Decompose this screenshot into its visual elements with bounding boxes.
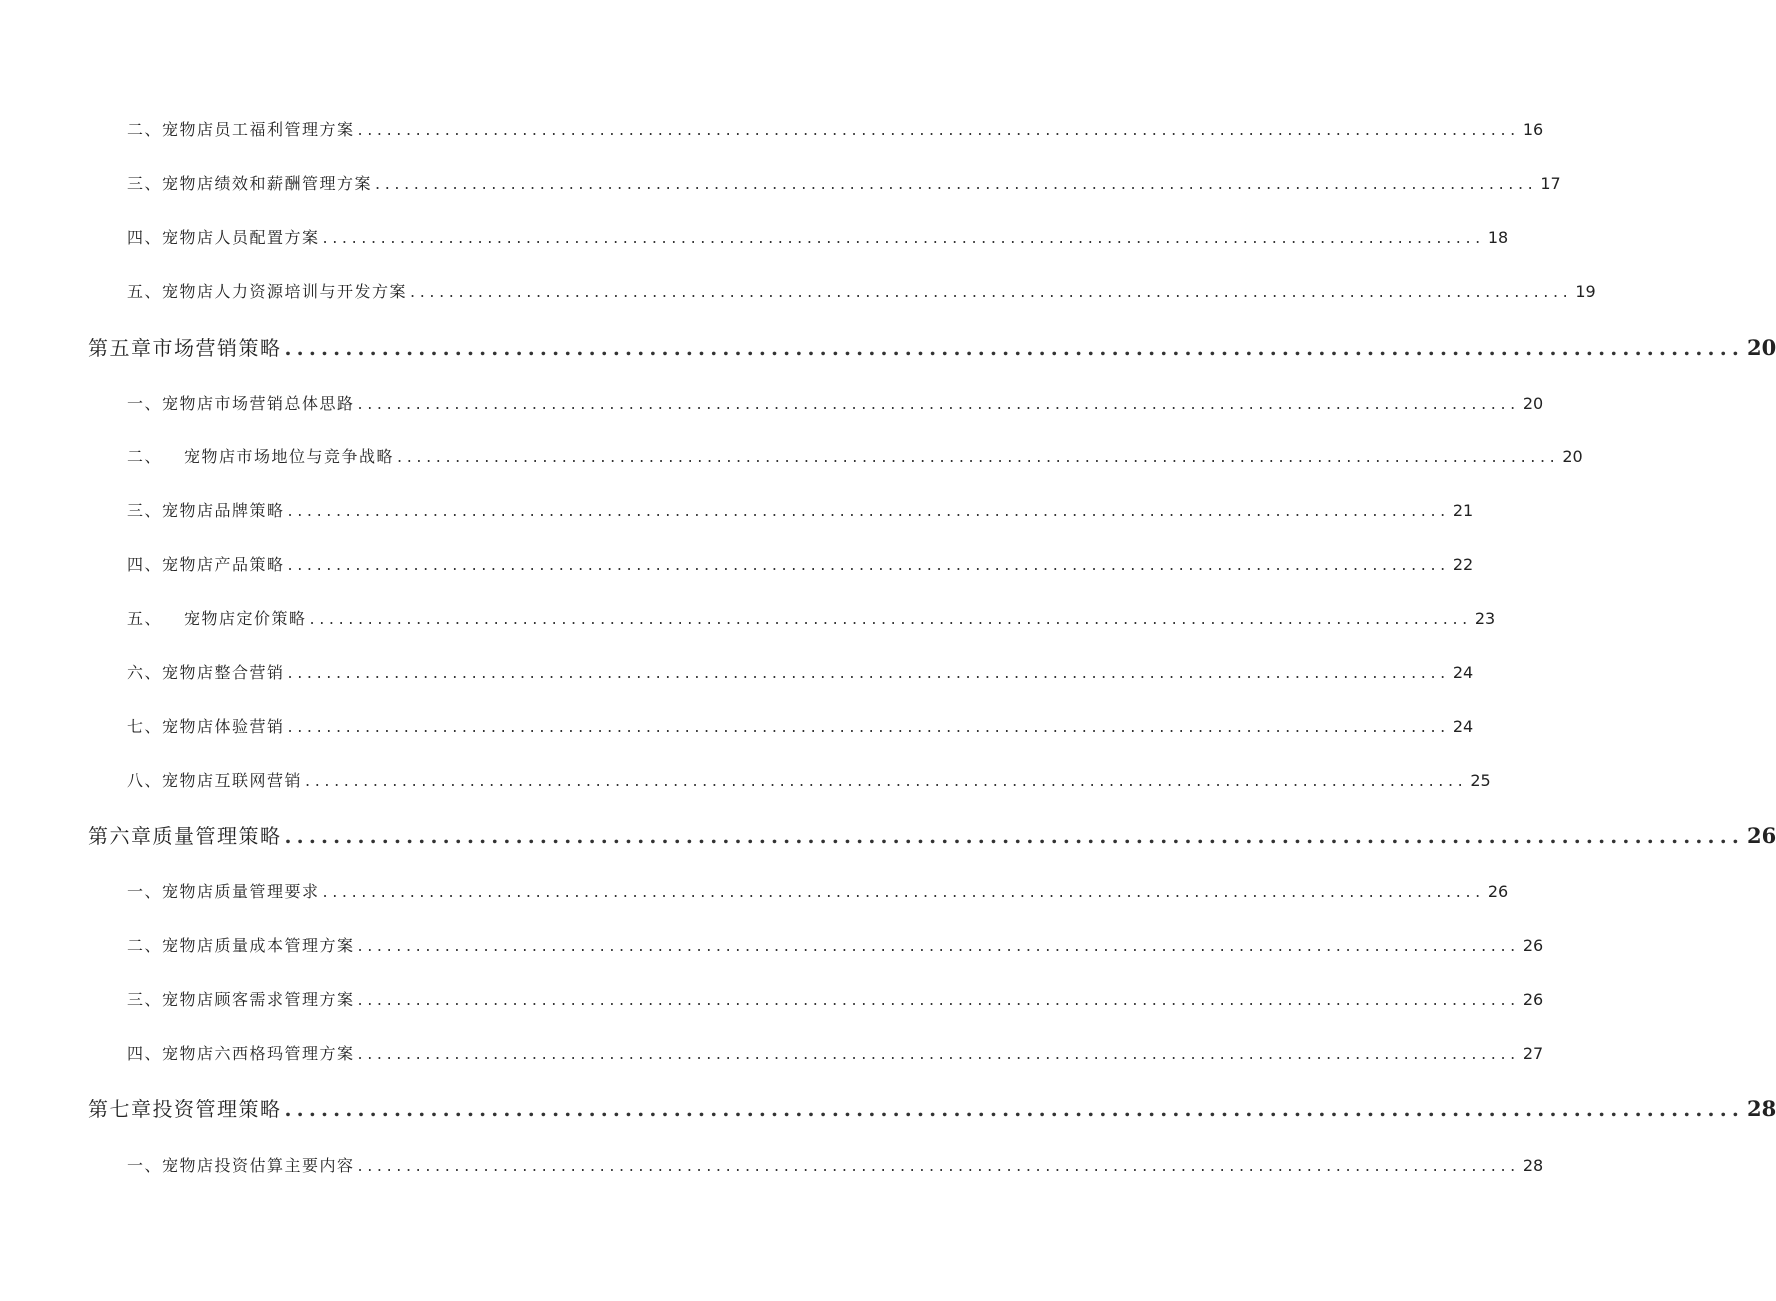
toc-entry[interactable] [127, 279, 1596, 302]
toc-entry-title: 宠物店六西格玛管理方案 [162, 1044, 355, 1063]
dot-leader: ........................................................................................................................ [357, 936, 1520, 955]
toc-entry[interactable] [127, 444, 1583, 467]
dot-leader: ........................................................................................................................ [309, 609, 1472, 628]
toc-entry-page: 18 [1487, 228, 1509, 247]
dot-leader: ........................................................................................................................ [397, 447, 1560, 466]
toc-entry[interactable] [127, 117, 1544, 140]
toc-entry[interactable] [127, 552, 1474, 575]
toc-entry[interactable] [127, 225, 1509, 248]
dot-leader: ........................................................................................................................ [284, 824, 1745, 848]
toc-entry-label [127, 879, 320, 902]
toc-chapter-page: 20 [1747, 335, 1776, 360]
toc-entry-number: 六、 [127, 663, 163, 682]
dot-leader: ........................................................................................................................ [357, 1156, 1520, 1175]
dot-leader: ........................................................................................................................ [357, 990, 1520, 1009]
toc-entry-number: 四、 [127, 555, 163, 574]
toc-entry-page: 25 [1470, 771, 1491, 790]
toc-entry[interactable] [127, 498, 1474, 521]
dot-leader: ........................................................................................................................ [322, 882, 1485, 901]
toc-entry-number: 五、 [127, 609, 163, 628]
toc-entry-label [127, 714, 285, 737]
toc-entry-page: 20 [1522, 394, 1544, 413]
toc-entry-label [127, 279, 407, 302]
toc-entry-title: 宠物店市场营销总体思路 [162, 394, 355, 413]
toc-entry-page: 20 [1562, 447, 1583, 466]
toc-entry-title: 宠物店品牌策略 [162, 501, 285, 520]
toc-entry-number: 五、 [127, 282, 163, 301]
toc-entry-page: 24 [1452, 717, 1474, 736]
toc-entry[interactable] [127, 987, 1544, 1010]
dot-leader: ........................................................................................................................ [375, 174, 1538, 193]
dot-leader: ........................................................................................................................ [287, 663, 1450, 682]
dot-leader: ........................................................................................................................ [305, 771, 1468, 790]
toc-entry-title: 宠物店员工福利管理方案 [162, 120, 355, 139]
toc-entry-title: 宠物店绩效和薪酬管理方案 [162, 174, 373, 193]
toc-entry-title: 宠物店人力资源培训与开发方案 [162, 282, 408, 301]
toc-entry-page: 26 [1487, 882, 1509, 901]
toc-entry-page: 21 [1452, 501, 1474, 520]
toc-entry-label [127, 391, 355, 414]
toc-entry-title: 宠物店市场地位与竞争战略 [184, 447, 395, 466]
toc-entry-label [127, 606, 307, 629]
toc-chapter[interactable] [88, 820, 1776, 849]
toc-entry-label [127, 444, 394, 467]
toc-entry-number: 三、 [127, 501, 163, 520]
toc-entry-label [127, 933, 355, 956]
toc-entry[interactable] [127, 879, 1509, 902]
toc-entry-title: 宠物店定价策略 [184, 609, 307, 628]
toc-entry-title: 宠物店互联网营销 [162, 771, 303, 790]
toc-entry[interactable] [127, 1153, 1544, 1176]
toc-entry[interactable] [127, 933, 1544, 956]
toc-entry-page: 27 [1522, 1044, 1544, 1063]
toc-entry[interactable] [127, 171, 1561, 194]
dot-leader: ........................................................................................................................ [357, 394, 1520, 413]
dot-leader: ........................................................................................................................ [322, 228, 1485, 247]
dot-leader: ........................................................................................................................ [357, 1044, 1520, 1063]
toc-entry-number: 四、 [127, 228, 163, 247]
toc-entry-page: 17 [1540, 174, 1561, 193]
toc-entry[interactable] [127, 660, 1474, 683]
toc-entry-title: 宠物店人员配置方案 [162, 228, 320, 247]
toc-entry[interactable] [127, 391, 1544, 414]
toc-entry-number: 二、 [127, 120, 163, 139]
toc-chapter-title: 第七章投资管理策略 [88, 1097, 282, 1121]
toc-chapter[interactable] [88, 332, 1776, 361]
dot-leader: ........................................................................................................................ [284, 1097, 1745, 1121]
toc-entry[interactable] [127, 606, 1496, 629]
toc-entry-number: 三、 [127, 990, 163, 1009]
toc-entry-number: 一、 [127, 882, 163, 901]
toc-entry[interactable] [127, 1041, 1544, 1064]
toc-entry-label [127, 987, 355, 1010]
toc-entry-number: 三、 [127, 174, 163, 193]
toc-entry[interactable] [127, 768, 1491, 791]
toc-chapter-title: 第五章市场营销策略 [88, 336, 282, 360]
toc-entry-title: 宠物店投资估算主要内容 [162, 1156, 355, 1175]
toc-entry-label [127, 498, 285, 521]
toc-entry-number: 二、 [127, 936, 163, 955]
toc-entry-number: 四、 [127, 1044, 163, 1063]
toc-entry-title: 宠物店产品策略 [162, 555, 285, 574]
toc-entry-title: 宠物店体验营销 [162, 717, 285, 736]
dot-leader: ........................................................................................................................ [357, 120, 1520, 139]
toc-entry-label [127, 1041, 355, 1064]
dot-leader: ........................................................................................................................ [287, 717, 1450, 736]
toc-entry-number: 八、 [127, 771, 163, 790]
toc-chapter-page: 26 [1747, 823, 1776, 848]
toc-entry-label [127, 768, 302, 791]
toc-entry-number: 一、 [127, 394, 163, 413]
toc-entry-label [127, 171, 372, 194]
toc-entry-label [127, 1153, 355, 1176]
toc-entry-page: 24 [1452, 663, 1474, 682]
toc-entry-number: 七、 [127, 717, 163, 736]
toc-entry-label [127, 117, 355, 140]
toc-entry-title: 宠物店质量成本管理方案 [162, 936, 355, 955]
toc-entry-page: 28 [1522, 1156, 1544, 1175]
dot-leader: ........................................................................................................................ [410, 282, 1573, 301]
toc-chapter[interactable] [88, 1093, 1776, 1122]
toc-entry-page: 19 [1575, 282, 1596, 301]
toc-entry-label [127, 660, 285, 683]
toc-entry-label [127, 225, 320, 248]
toc-entry-page: 16 [1522, 120, 1544, 139]
toc-chapter-title: 第六章质量管理策略 [88, 824, 282, 848]
toc-entry-page: 26 [1522, 990, 1544, 1009]
toc-entry-page: 23 [1474, 609, 1496, 628]
toc-entry-page: 22 [1452, 555, 1474, 574]
dot-leader: ........................................................................................................................ [287, 555, 1450, 574]
toc-entry-title: 宠物店质量管理要求 [162, 882, 320, 901]
toc-entry-number: 一、 [127, 1156, 163, 1175]
toc-chapter-page: 28 [1747, 1096, 1776, 1121]
dot-leader: ........................................................................................................................ [284, 336, 1745, 360]
toc-entry-label [127, 552, 285, 575]
toc-entry-title: 宠物店整合营销 [162, 663, 285, 682]
toc-entry-number: 二、 [127, 447, 163, 466]
toc-entry-page: 26 [1522, 936, 1544, 955]
dot-leader: ........................................................................................................................ [287, 501, 1450, 520]
toc-entry[interactable] [127, 714, 1474, 737]
toc-entry-title: 宠物店顾客需求管理方案 [162, 990, 355, 1009]
